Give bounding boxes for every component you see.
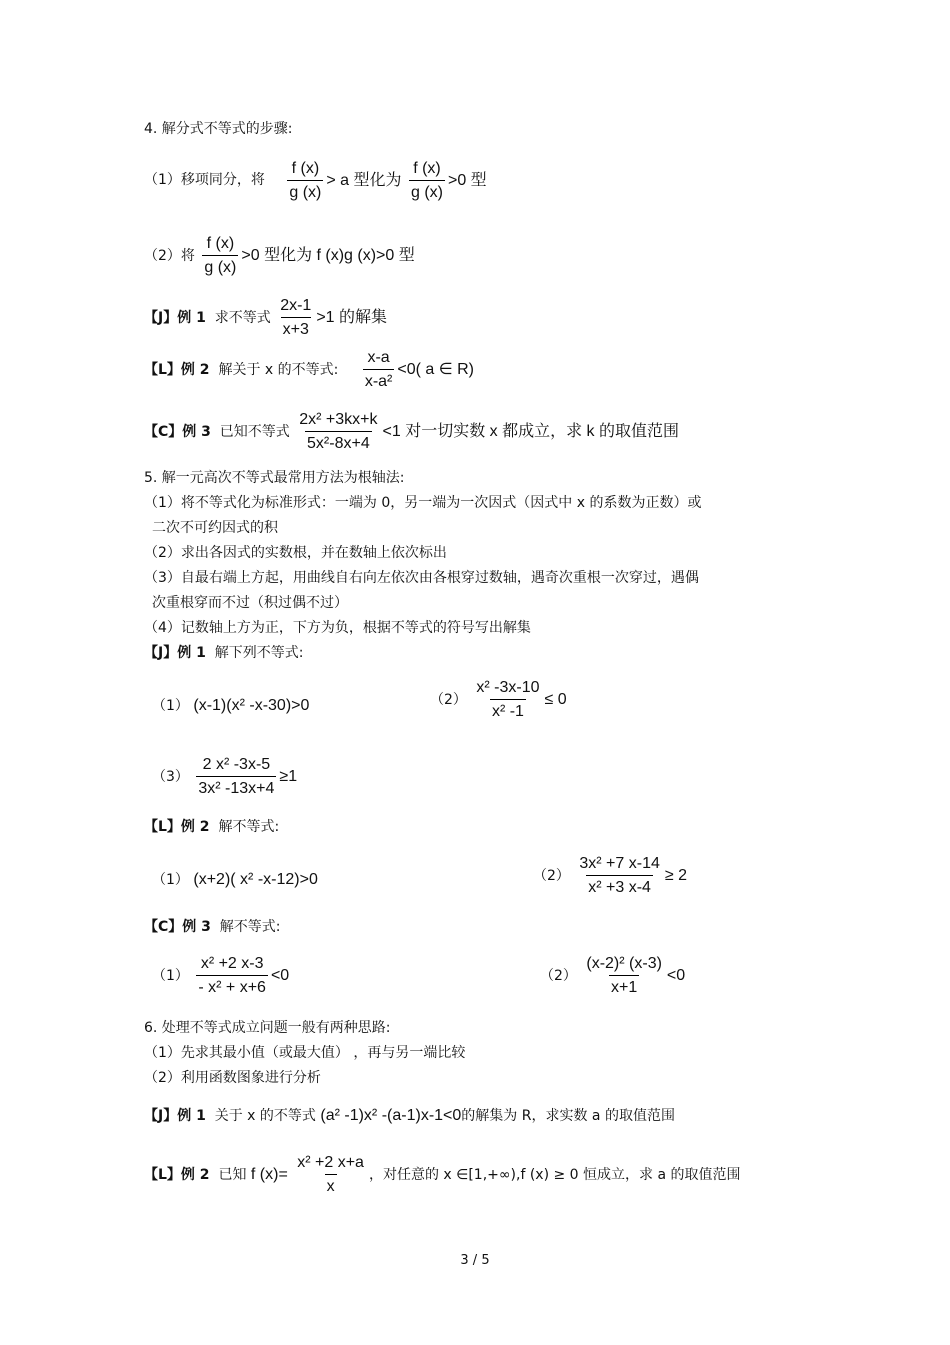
s5-j1-item3: （3） $\frac{\text{2 x² -3x-5}}{\text{3x² -13x+4}}$ ≥1 [152,756,298,797]
fraction: $\frac{f (x)}{g (x)}$ [204,235,237,276]
fraction: $\frac{x-a}{\text{x-a²}}$ [364,349,393,390]
s5-j1-item1: （1） (x-1)(x² -x-30)>0 [152,697,310,714]
fraction: $\frac{f (x)}{g (x)}$ [410,160,443,201]
s4-example-j1: 【J】例 1 求不等式 $\frac{2x-1}{x+3}$ >1 的解集 [144,297,388,338]
section-6-title: 6. 处理不等式成立问题一般有两种思路: [144,1020,391,1036]
section-4-title: 4. 解分式不等式的步骤: [144,121,293,137]
s6-example-j1: 【J】例 1 关于 x 的不等式 (a² -1)x² -(a-1)x-1<0的解集为 R，求实数 a 的取值范围 [144,1107,675,1124]
s5-line4: （4）记数轴上方为正，下方为负，根据不等式的符号写出解集 [144,620,531,636]
s5-c3-item2: （2） $\frac{\text{(x-2)² (x-3)}}{x+1}$ <0 [540,955,686,996]
s5-example-l2: 【L】例 2 解不等式: [144,819,280,835]
fraction: $\frac{\text{x² +2 x+a}}{x}$ [297,1154,364,1195]
s5-line3b: 次重根穿而不过（积过偶不过） [152,595,348,611]
s5-c3-item1: （1） $\frac{\text{x² +2 x-3}}{\text{- x² + x+6}}$ <0 [152,955,290,996]
s4-example-c3: 【C】例 3 已知不等式 $\frac{\text{2x² +3kx+k}}{\text{5x²-8x+4}}$ <1 对一切实数 x 都成立，求 k 的取值范围 [144,411,679,452]
fraction: $\frac{\text{x² -3x-10}}{\text{x² -1}}$ [476,679,540,720]
s6-line2: （2）利用函数图象进行分析 [144,1070,321,1086]
s5-example-c3: 【C】例 3 解不等式: [144,919,281,935]
section-5-title: 5. 解一元高次不等式最常用方法为根轴法: [144,470,405,486]
s6-line1: （1）先求其最小值（或最大值） ，再与另一端比较 [144,1045,466,1061]
s6-example-l2: 【L】例 2 已知 f (x)= $\frac{\text{x² +2 x+a}}{x}$ ，对任意的 x ∈[1,+∞),f (x) ≥ 0 恒成立，求 a 的取值范围 [144,1154,741,1195]
fraction: $\frac{\text{(x-2)² (x-3)}}{x+1}$ [586,955,662,996]
fraction: $\frac{\text{2x² +3kx+k}}{\text{5x²-8x+4}}$ [299,411,378,452]
page-number: 3 / 5 [460,1253,490,1268]
s5-line1b: 二次不可约因式的积 [152,520,278,536]
s4-step1: （1）移项同分，将 $\frac{f (x)}{g (x)}$ > a 型化为 $\frac{f (x)}{g (x)}$ >0 型 [144,160,487,201]
fraction: $\frac{\text{3x² +7 x-14}}{\text{x² +3 x-4}}$ [579,855,660,896]
s5-line2: （2）求出各因式的实数根，并在数轴上依次标出 [144,545,447,561]
s5-j1-item2: （2） $\frac{\text{x² -3x-10}}{\text{x² -1}}$ ≤ 0 [430,679,567,720]
fraction: $\frac{\text{x² +2 x-3}}{\text{- x² + x+6}}$ [198,955,266,996]
s4-step2: （2）将 $\frac{f (x)}{g (x)}$ >0 型化为 f (x)g (x)>0 型 [144,235,415,276]
fraction: $\frac{f (x)}{g (x)}$ [289,160,322,201]
s5-example-j1: 【J】例 1 解下列不等式: [144,645,304,661]
s4-example-l2: 【L】例 2 解关于 x 的不等式: $\frac{x-a}{\text{x-a²}}$ <0( a ∈ R) [144,349,474,390]
s5-line3: （3）自最右端上方起，用曲线自右向左依次由各根穿过数轴，遇奇次重根一次穿过，遇偶 [144,570,699,586]
fraction: $\frac{2x-1}{x+3}$ [280,297,312,338]
s5-line1: （1）将不等式化为标准形式：一端为 0，另一端为一次因式（因式中 x 的系数为正数）或 [144,495,702,511]
s5-l2-item1: （1） (x+2)( x² -x-12)>0 [152,871,318,888]
s5-l2-item2: （2） $\frac{\text{3x² +7 x-14}}{\text{x² +3 x-4}}$ ≥ 2 [533,855,687,896]
fraction: $\frac{\text{2 x² -3x-5}}{\text{3x² -13x+4}}$ [198,756,275,797]
